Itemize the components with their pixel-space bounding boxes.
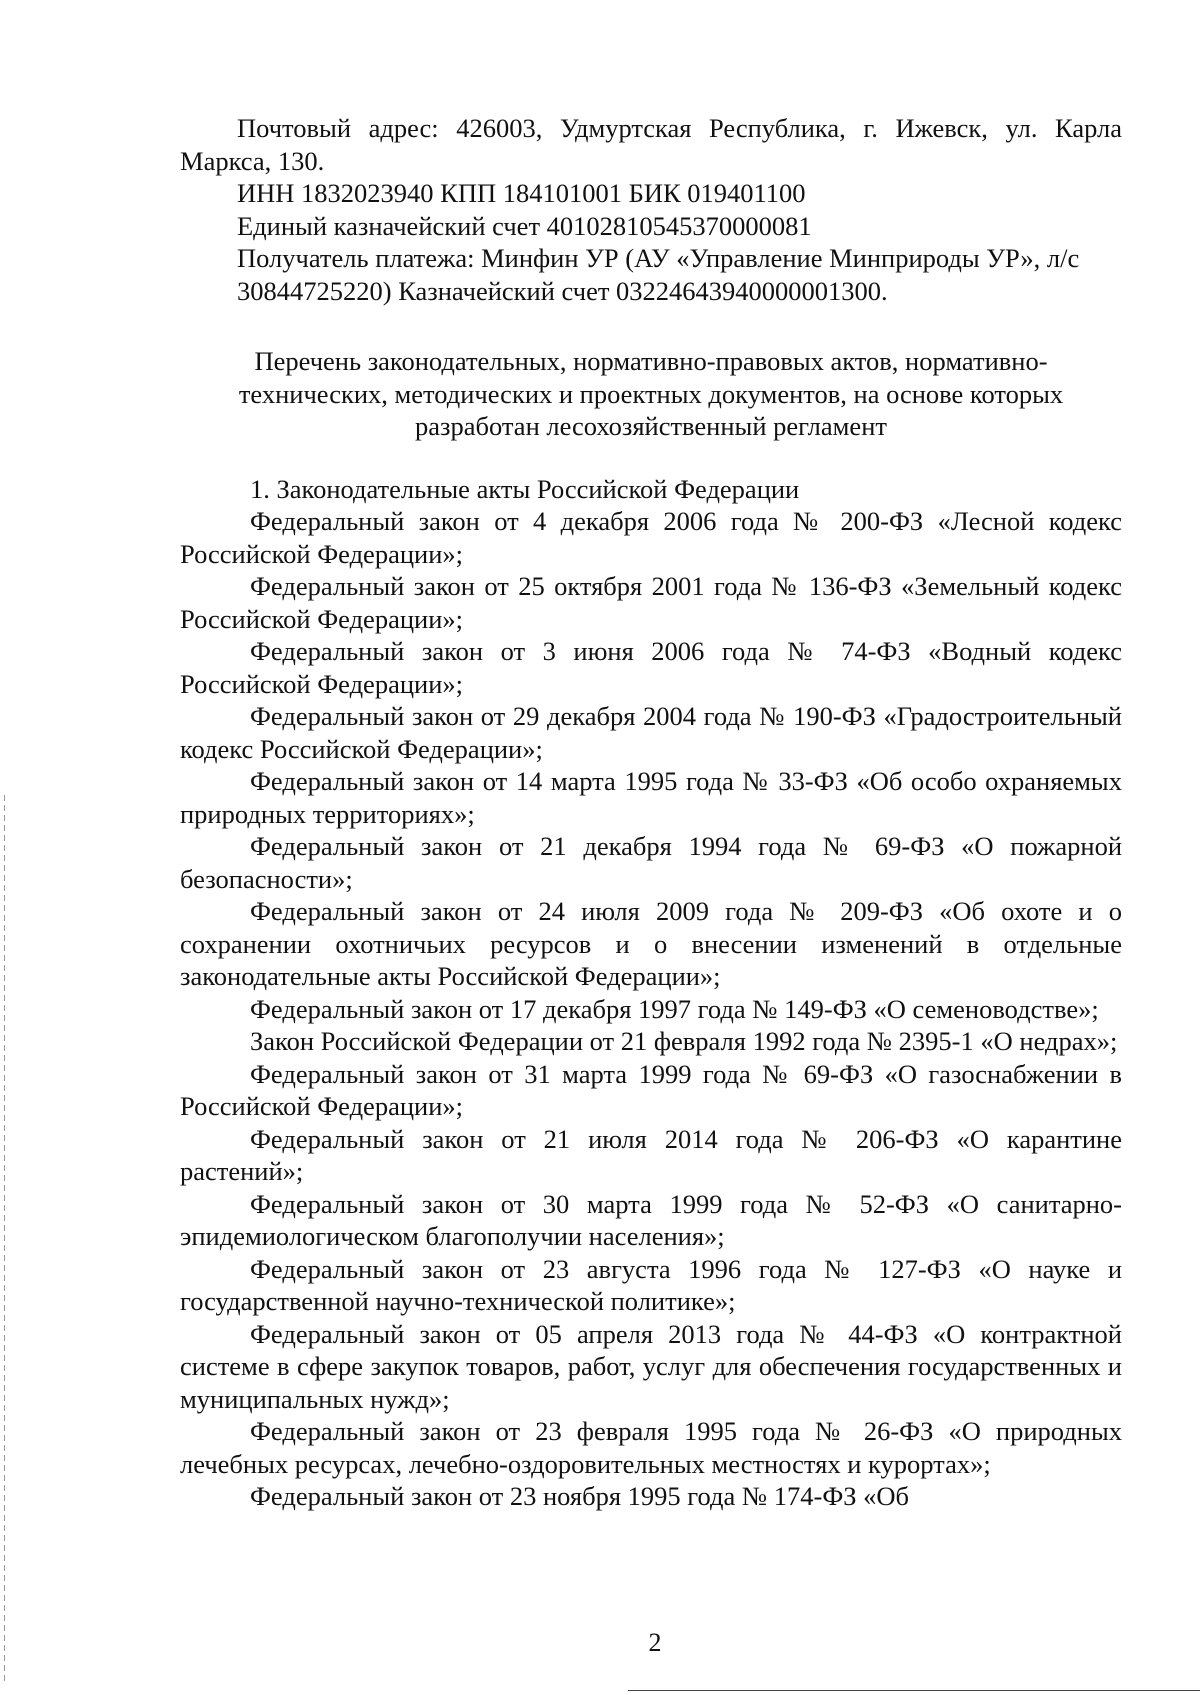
law-item: Федеральный закон от 24 июля 2009 года № 209-ФЗ «Об охоте и о сохранении охотничьих ресурсов и о внесении изменений в отдельные законодательные акты Российской Федерации»; — [180, 896, 1122, 991]
law-item: Федеральный закон от 21 июля 2014 года № 206-ФЗ «О карантине растений»; — [180, 1123, 1122, 1186]
section-heading: 1. Законодательные акты Российской Федерации — [250, 473, 800, 504]
page-number: 2 — [648, 1628, 662, 1657]
tax-ids: ИНН 1832023940 КПП 184101001 БИК 019401100 — [237, 178, 806, 208]
scan-edge-mark — [4, 795, 5, 1685]
law-item: Федеральный закон от 30 марта 1999 года № 52-ФЗ «О санитарно-эпидемиологическом благополучии населения»; — [180, 1188, 1122, 1251]
law-item: Федеральный закон от 14 марта 1995 года № 33-ФЗ «Об особо охраняемых природных территориях»; — [180, 766, 1122, 829]
postal-address: Почтовый адрес: 426003, Удмуртская Республика, г. Ижевск, ул. Карла Маркса, 130. — [180, 113, 1122, 176]
law-item: Федеральный закон от 23 ноября 1995 года № 174-ФЗ «Об — [250, 1481, 910, 1511]
document-list-title: Перечень законодательных, нормативно-правовых актов, нормативно-технических, методических и проектных документов, на основе которых разработан лесохозяйственный регламент — [238, 346, 1064, 441]
law-item: Федеральный закон от 31 марта 1999 года № 69-ФЗ «О газоснабжении в Российской Федерации»; — [180, 1058, 1122, 1121]
law-item: Закон Российской Федерации от 21 февраля 1992 года № 2395-1 «О недрах»; — [250, 1026, 1118, 1056]
law-item: Федеральный закон от 25 октября 2001 года № 136-ФЗ «Земельный кодекс Российской Федерации»; — [180, 571, 1122, 634]
law-item: Федеральный закон от 23 февраля 1995 года № 26-ФЗ «О природных лечебных ресурсах, лечебно-оздоровительных местностях и курортах»; — [180, 1416, 1122, 1479]
law-item: Федеральный закон от 21 декабря 1994 года № 69-ФЗ «О пожарной безопасности»; — [180, 831, 1122, 894]
law-item: Федеральный закон от 3 июня 2006 года № 74-ФЗ «Водный кодекс Российской Федерации»; — [180, 636, 1122, 699]
law-item: Федеральный закон от 05 апреля 2013 года № 44-ФЗ «О контрактной системе в сфере закупок товаров, работ, услуг для обеспечения государственных и муниципальных нужд»; — [180, 1318, 1122, 1414]
law-item: Федеральный закон от 4 декабря 2006 года № 200-ФЗ «Лесной кодекс Российской Федерации»; — [180, 506, 1122, 569]
law-item: Федеральный закон от 29 декабря 2004 года № 190-ФЗ «Градостроительный кодекс Российской Федерации»; — [180, 701, 1122, 764]
laws-list — [180, 505, 1122, 1513]
bottom-rule — [628, 1690, 1200, 1691]
payment-recipient: Получатель платежа: Минфин УР (АУ «Управление Минприроды УР», л/с 30844725220) Казначейский счет 03224643940000001300. — [237, 243, 1080, 306]
law-item: Федеральный закон от 23 августа 1996 года № 127-ФЗ «О науке и государственной научно-технической политике»; — [180, 1253, 1122, 1316]
treasury-account: Единый казначейский счет 40102810545370000081 — [237, 210, 812, 241]
document-page — [180, 112, 1122, 1513]
law-item: Федеральный закон от 17 декабря 1997 года № 149-ФЗ «О семеноводстве»; — [250, 993, 1099, 1024]
